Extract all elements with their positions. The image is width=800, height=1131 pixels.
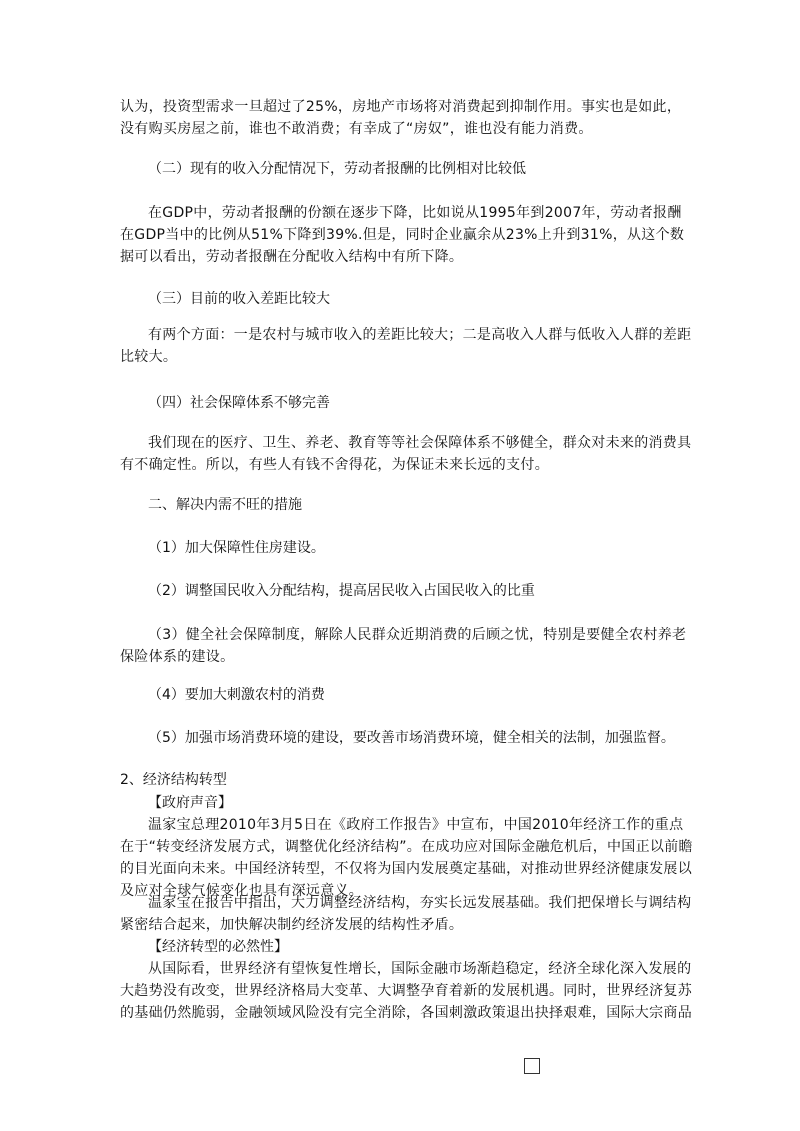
subheading-government-voice: 【政府声音】 xyxy=(148,795,232,811)
paragraph-labor-share: 在GDP中，劳动者报酬的份额在逐步下降，比如说从1995年到2007年，劳动者报酬在GDP当中的比例从51%下降到39%.但是，同时企业赢余从23%上升到31%，从这个数据可以看出，劳动者报酬在分配收入结构中有所下降。 xyxy=(120,205,685,265)
measure-item-2: （2）调整国民收入分配结构，提高居民收入占国民收入的比重 xyxy=(148,583,535,599)
paragraph-structural-adjustment: 温家宝在报告中指出，大力调整经济结构，夯实长远发展基础。我们把保增长与调结构紧密结合起来，加快解决制约经济发展的结构性矛盾。 xyxy=(120,895,692,933)
paragraph-income-gap: 有两个方面：一是农村与城市收入的差距比较大；二是高收入人群与低收入人群的差距比较大。 xyxy=(120,327,692,365)
measure-item-5: （5）加强市场消费环境的建设，要改善市场消费环境，健全相关的法制，加强监督。 xyxy=(148,730,675,746)
measure-item-1: （1）加大保障性住房建设。 xyxy=(148,540,325,556)
heading-social-security: （四）社会保障体系不够完善 xyxy=(148,395,330,411)
section-title-economic-transformation: 2、经济结构转型 xyxy=(120,772,227,788)
measure-item-4: （4）要加大刺激农村的消费 xyxy=(148,687,325,703)
measure-item-3: （3）健全社会保障制度，解除人民群众近期消费的后顾之忧，特别是要健全农村养老保险体系的建设。 xyxy=(120,627,687,665)
paragraph-social-security: 我们现在的医疗、卫生、养老、教育等等社会保障体系不够健全，群众对未来的消费具有不确定性。所以，有些人有钱不舍得花，为保证未来长远的支付。 xyxy=(120,435,692,473)
paragraph-international-outlook: 从国际看，世界经济有望恢复性增长，国际金融市场渐趋稳定，经济全球化深入发展的大趋势没有改变，世界经济格局大变革、大调整孕育着新的发展机遇。同时，世界经济复苏的基础仍然脆弱，金融领域风险没有完全消除，各国刺激政策退出抉择艰难，国际大宗商品 xyxy=(120,961,692,1021)
paragraph-housing-consumption: 认为，投资型需求一旦超过了25%，房地产市场将对消费起到抑制作用。事实也是如此，没有购买房屋之前，谁也不敢消费；有幸成了“房奴”，谁也没有能力消费。 xyxy=(120,99,682,137)
subheading-necessity: 【经济转型的必然性】 xyxy=(148,939,288,955)
heading-income-gap: （三）目前的收入差距比较大 xyxy=(148,291,330,307)
checkbox-square-icon xyxy=(524,1058,540,1074)
paragraph-government-report: 温家宝总理2010年3月5日在《政府工作报告》中宣布，中国2010年经济工作的重点在于“转变经济发展方式，调整优化经济结构”。在成功应对国际金融危机后，中国正以前瞻的目光面向未来。中国经济转型，不仅将为国内发展奠定基础，对推动世界经济健康发展以及应对全球气候变化也具有深远意义。 xyxy=(120,817,693,899)
heading-measures: 二、解决内需不旺的措施 xyxy=(148,497,302,513)
heading-income-distribution: （二）现有的收入分配情况下，劳动者报酬的比例相对比较低 xyxy=(148,161,526,177)
